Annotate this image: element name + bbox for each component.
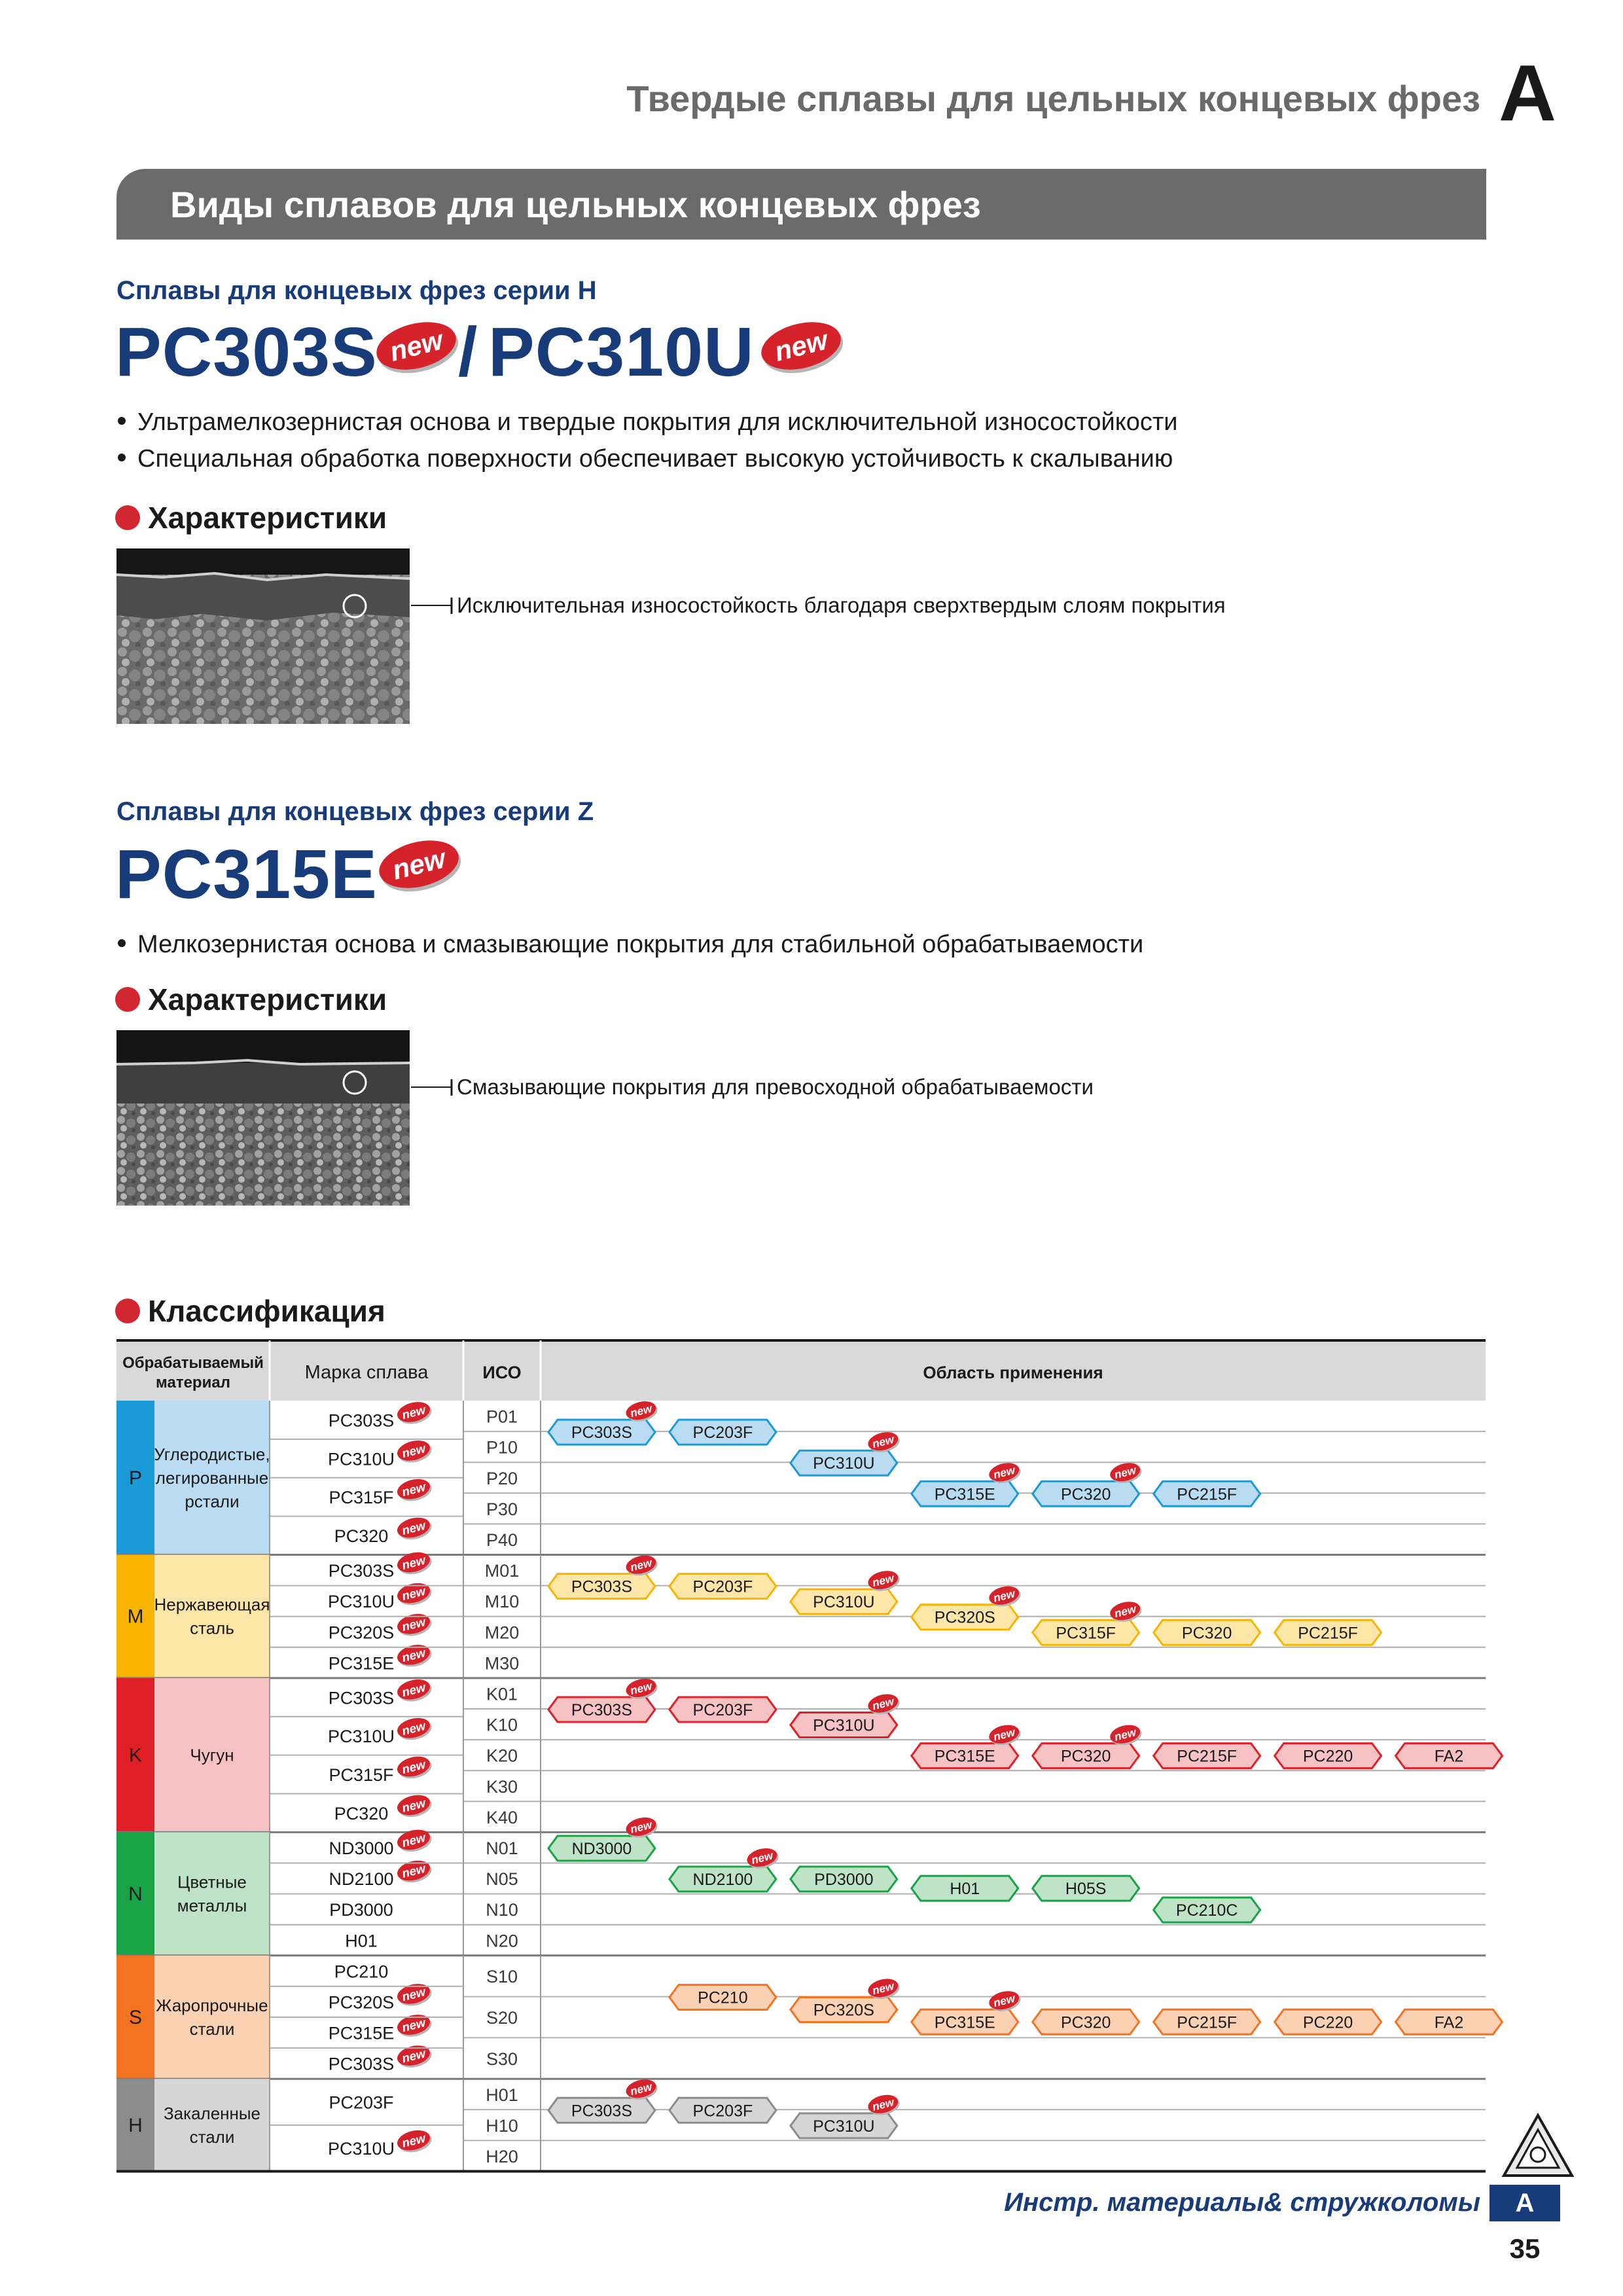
page-number: 35 (1509, 2233, 1541, 2264)
features-heading-h: Характеристики (115, 500, 387, 535)
iso-code: P30 (486, 1499, 518, 1519)
grade-name: PC315F (329, 1488, 394, 1508)
new-badge-icon (395, 2127, 434, 2156)
iso-code: K30 (486, 1776, 518, 1797)
iso-code: N20 (486, 1931, 518, 1951)
new-badge-icon (395, 1715, 434, 1744)
grade-name: PC310U (327, 2139, 395, 2159)
application-range-label: PC215F (1298, 1624, 1358, 1643)
application-range-label: H05S (1065, 1880, 1107, 1899)
application-range-label: PC315E (934, 1485, 995, 1504)
grade-name: PC310U (327, 1727, 395, 1747)
new-badge-icon (395, 1857, 434, 1886)
new-badge-text: new (400, 1680, 427, 1700)
iso-code: S30 (486, 2049, 518, 2069)
iso-code: P01 (486, 1407, 518, 1427)
group-code: H (128, 2114, 143, 2136)
new-badge-text: new (870, 1432, 896, 1451)
new-badge-text: new (991, 1991, 1016, 2010)
application-range-label: PC215F (1177, 1485, 1238, 1504)
group-material-name: легированные (155, 1467, 269, 1488)
iso-code: K10 (486, 1715, 518, 1735)
banner-title: Виды сплавов для цельных концевых фрез (170, 184, 981, 225)
new-badge-text: new (389, 842, 449, 886)
iso-code: M30 (484, 1653, 520, 1674)
application-range-label: PC315F (1056, 1624, 1116, 1643)
grade-name: PC320 (334, 1803, 389, 1823)
new-badge-text: new (400, 1795, 427, 1815)
new-badge-text: new (870, 2095, 896, 2113)
application-range-label: FA2 (1434, 2013, 1464, 2032)
application-range-label: PC315E (934, 1747, 995, 1766)
iso-code: P40 (486, 1530, 518, 1550)
grade-name: PC320S (328, 1992, 395, 2013)
product-pc310u-title: PC310U (488, 314, 755, 391)
application-range-label: PC310U (813, 2117, 875, 2136)
new-badge-text: new (400, 1441, 427, 1461)
new-badge-text: new (1113, 1463, 1137, 1482)
group-material-name: Закаленные (163, 2103, 261, 2123)
group-material-name: Жаропрочные (156, 1996, 268, 2015)
features-heading-z: Характеристики (115, 982, 387, 1017)
new-badge-text: new (870, 1695, 896, 1713)
group-material-name: стали (189, 2126, 235, 2147)
application-range-label: PC315E (934, 2013, 995, 2032)
new-badge-text: new (400, 1718, 427, 1738)
grade-name: PC310U (327, 1449, 395, 1469)
new-badge-text: new (870, 1571, 896, 1590)
insert-logo-icon (1501, 2113, 1575, 2178)
header-iso: ИСО (482, 1363, 522, 1382)
new-badge-icon (395, 2011, 434, 2040)
group-code: S (128, 2007, 143, 2028)
new-badge-text: new (628, 1556, 654, 1574)
new-badge-text: new (628, 1401, 654, 1420)
callout-text-z: Смазывающие покрытия для превосходной обрабатываемости (457, 1075, 1094, 1099)
page-header-title: Твердые сплавы для цельных концевых фрез (626, 78, 1480, 119)
bullet-item: Мелкозернистая основа и смазывающие покрытия для стабильной обрабатываемости (118, 931, 1143, 959)
section-letter: A (1499, 48, 1557, 137)
grade-name: PC303S (328, 1410, 395, 1431)
application-range-label: PD3000 (814, 1871, 874, 1890)
application-range-label: PC210C (1175, 1901, 1238, 1920)
application-range-label: PC320 (1060, 2013, 1111, 2032)
new-badge-text: new (400, 2015, 427, 2035)
application-range-label: FA2 (1434, 1747, 1464, 1766)
application-range-label: PC203F (692, 2102, 753, 2121)
group-material-name: стали (189, 2019, 235, 2039)
grade-name: PC320 (334, 1526, 389, 1547)
group-material-name: Цветные (177, 1872, 247, 1892)
new-badge-icon (395, 1981, 434, 2009)
application-range-label: PC320 (1060, 1485, 1111, 1504)
iso-code: H10 (486, 2115, 518, 2136)
application-range-label: PC320 (1060, 1747, 1111, 1766)
group-material-cell (154, 1555, 270, 1678)
application-range-label: ND3000 (571, 1839, 632, 1858)
grade-name: ND3000 (329, 1838, 394, 1858)
application-range-label: ND2100 (692, 1871, 753, 1890)
iso-code: K01 (486, 1684, 518, 1704)
new-badge-text: new (400, 1757, 427, 1776)
application-range-label: PC203F (692, 1424, 753, 1443)
header-material: Обрабатываемый (122, 1354, 264, 1372)
new-badge-text: new (400, 1552, 427, 1572)
callout-text-h: Исключительная износостойкость благодаря сверхтвердым слоям покрытия (457, 593, 1226, 617)
grade-name: PC203F (329, 2092, 394, 2113)
iso-code: N05 (486, 1869, 518, 1890)
new-badge-text: new (400, 1518, 427, 1537)
application-range-label: PC220 (1302, 2013, 1353, 2032)
grade-name: PC315F (329, 1765, 394, 1785)
new-badge-text: new (400, 1403, 427, 1422)
application-range-label: PC215F (1177, 1747, 1238, 1766)
series-h-label: Сплавы для концевых фрез серии H (116, 276, 597, 305)
new-badge-text: new (1113, 1725, 1137, 1744)
new-badge-text: new (400, 2046, 427, 2066)
application-range-label: PC310U (813, 1593, 875, 1612)
new-badge-icon (395, 1676, 434, 1705)
iso-code: M10 (484, 1592, 520, 1612)
application-range-label: PC203F (692, 1577, 753, 1596)
new-badge-icon (395, 1791, 434, 1820)
group-code: P (128, 1467, 143, 1489)
product-pc303s-title: PC303S (115, 314, 378, 391)
new-badge-icon (395, 1514, 434, 1543)
new-badge-text: new (400, 1614, 427, 1634)
iso-code: S10 (486, 1967, 518, 1987)
grade-name: PC315E (328, 1653, 395, 1674)
application-range-label: PC303S (571, 2102, 633, 2121)
grade-name: PC303S (328, 1561, 395, 1581)
product-separator: / (458, 314, 478, 391)
new-badge-text: new (771, 324, 831, 367)
new-badge-text: new (991, 1725, 1016, 1744)
header-area: Область применения (923, 1363, 1103, 1382)
grade-name: PD3000 (329, 1900, 393, 1920)
header-material: материал (156, 1374, 230, 1391)
new-badge-text: new (1113, 1602, 1137, 1621)
new-badge-text: new (628, 2079, 654, 2098)
new-badge-text: new (400, 1479, 427, 1499)
iso-code: P20 (486, 1468, 518, 1488)
header-grade: Марка сплава (304, 1362, 429, 1383)
application-range-label: PC210 (698, 1988, 748, 2007)
grade-name: PC303S (328, 1688, 395, 1708)
new-badge-text: new (628, 1818, 654, 1836)
iso-code: P10 (486, 1437, 518, 1458)
footer-category-text: Инстр. материалы& стружколомы (1004, 2188, 1480, 2217)
group-material-name: Углеродистые, (154, 1444, 270, 1464)
application-range-label: PC320 (1181, 1624, 1232, 1643)
group-code: K (128, 1744, 143, 1767)
group-material-name: сталь (190, 1618, 234, 1638)
iso-code: N01 (486, 1838, 518, 1858)
grade-name: PC210 (334, 1962, 389, 1982)
grade-name: H01 (345, 1931, 378, 1951)
series-z-label: Сплавы для концевых фрез серии Z (116, 797, 594, 826)
grade-name: ND2100 (329, 1869, 394, 1890)
grade-name: PC320S (328, 1623, 395, 1643)
new-badge-icon (395, 1580, 434, 1609)
new-badge-icon (395, 1549, 434, 1577)
new-badge-text: new (628, 1679, 654, 1697)
iso-code: N10 (486, 1900, 518, 1920)
new-badge-text: new (400, 1583, 427, 1604)
iso-code: M20 (484, 1623, 520, 1643)
new-badge-text: new (870, 1979, 896, 1998)
application-range-label: PC310U (813, 1716, 875, 1735)
application-range-label: PC303S (571, 1424, 633, 1443)
new-badge-text: new (991, 1587, 1016, 1605)
group-material-cell (154, 2079, 270, 2171)
application-range-label: PC320S (813, 2001, 874, 2020)
new-badge-text: new (386, 324, 446, 367)
new-badge-text: new (991, 1463, 1016, 1482)
classification-heading: Классификация (115, 1293, 385, 1329)
group-code: N (128, 1883, 143, 1905)
new-badge-icon (395, 1611, 434, 1640)
group-material-name: рстали (185, 1491, 240, 1511)
group-material-cell (154, 1832, 270, 1955)
grade-name: PC303S (328, 2054, 395, 2074)
group-material-name: Нержавеющая (154, 1594, 270, 1615)
new-badge-icon (395, 1826, 434, 1855)
new-badge-text: new (400, 1830, 427, 1850)
iso-code: M01 (484, 1561, 520, 1581)
new-badge-text: new (400, 1861, 427, 1880)
new-badge-text: new (400, 1984, 427, 2004)
iso-code: S20 (486, 2008, 518, 2028)
application-range-label: PC303S (571, 1701, 633, 1719)
new-badge-icon (395, 1476, 434, 1505)
new-badge-icon (395, 1641, 434, 1670)
application-range-label: PC215F (1177, 2013, 1238, 2032)
iso-code: H01 (486, 2085, 518, 2105)
application-range-label: PC320S (934, 1608, 995, 1627)
application-range-label: H01 (950, 1880, 980, 1899)
new-badge-text: new (749, 1848, 775, 1867)
group-material-cell (154, 1956, 270, 2079)
group-code: M (127, 1605, 144, 1628)
iso-code: H20 (486, 2146, 518, 2166)
iso-code: K20 (486, 1746, 518, 1766)
new-badge-text: new (400, 1645, 427, 1665)
new-badge-icon (395, 1753, 434, 1782)
bullet-item: Специальная обработка поверхности обеспечивает высокую устойчивость к скалыванию (118, 445, 1173, 473)
application-range-label: PC310U (813, 1454, 875, 1473)
new-badge-icon (395, 2042, 434, 2071)
application-range-label: PC303S (571, 1577, 633, 1596)
bullet-item: Ультрамелкозернистая основа и твердые покрытия для исключительной износостойкости (118, 408, 1178, 437)
group-material-name: металлы (177, 1895, 247, 1916)
new-badge-text: new (400, 2130, 427, 2151)
iso-code: K40 (486, 1807, 518, 1827)
application-range-label: PC220 (1302, 1747, 1353, 1766)
product-pc315e-title: PC315E (115, 836, 378, 913)
grade-name: PC310U (327, 1592, 395, 1612)
group-material-name: Чугун (190, 1745, 234, 1765)
new-badge-icon (395, 1437, 434, 1466)
new-badge-icon (395, 1399, 434, 1427)
application-range-label: PC203F (692, 1701, 753, 1719)
grade-name: PC315E (328, 2023, 395, 2043)
footer-section-letter: A (1489, 2185, 1560, 2221)
